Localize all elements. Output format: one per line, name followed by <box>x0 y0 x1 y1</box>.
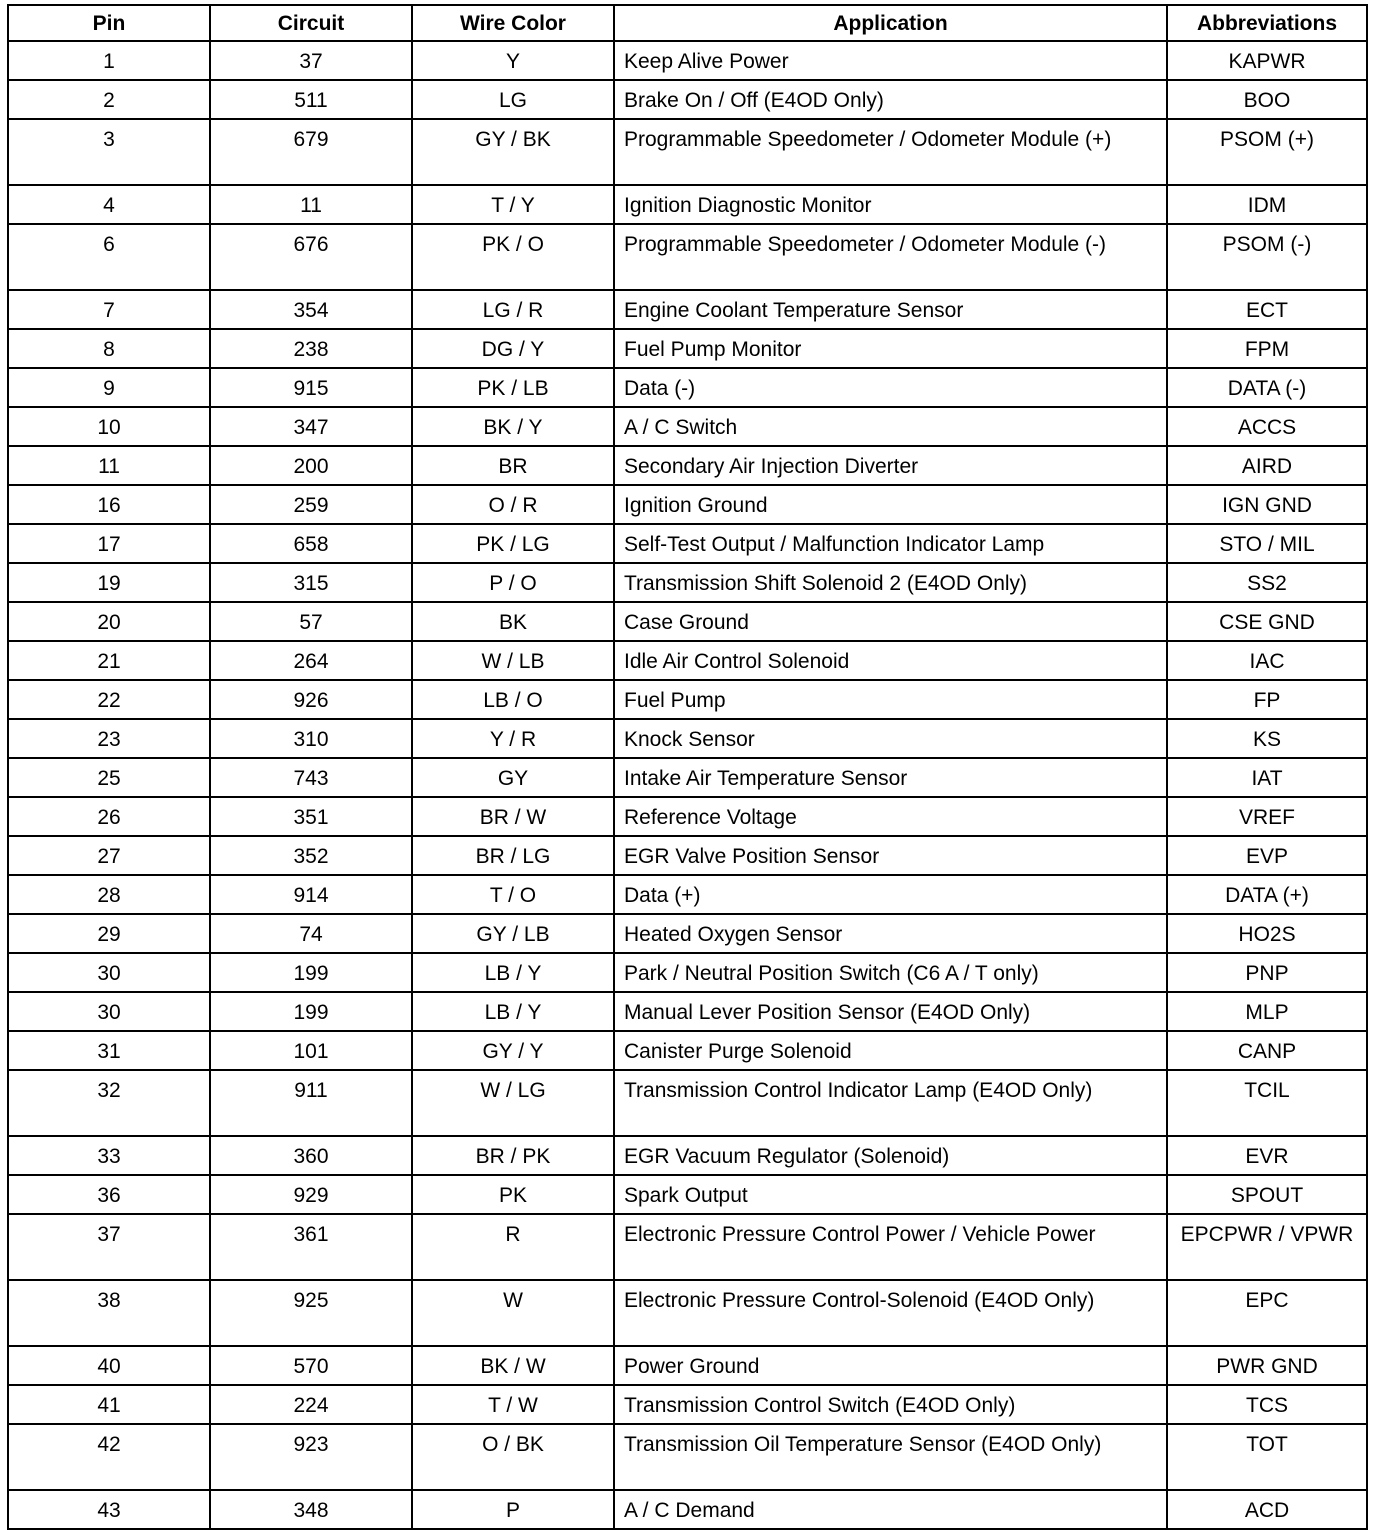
cell-abbreviation: IGN GND <box>1167 485 1367 524</box>
cell-abbreviation: PNP <box>1167 953 1367 992</box>
cell-wire-color: LG <box>412 80 614 119</box>
cell-application: Reference Voltage <box>614 797 1167 836</box>
cell-application: Data (+) <box>614 875 1167 914</box>
table-row <box>8 875 1367 914</box>
cell-abbreviation: EPCPWR / VPWR <box>1167 1214 1367 1280</box>
cell-abbreviation: EPC <box>1167 1280 1367 1346</box>
cell-circuit: 351 <box>210 797 412 836</box>
cell-wire-color: PK <box>412 1175 614 1214</box>
cell-pin: 3 <box>8 119 210 185</box>
cell-application: Transmission Control Indicator Lamp (E4OD Only) <box>614 1070 1167 1136</box>
cell-application: Engine Coolant Temperature Sensor <box>614 290 1167 329</box>
cell-application: Secondary Air Injection Diverter <box>614 446 1167 485</box>
header-wire-color: Wire Color <box>412 5 614 41</box>
table-row <box>8 329 1367 368</box>
cell-abbreviation: SPOUT <box>1167 1175 1367 1214</box>
table-row <box>8 1346 1367 1385</box>
cell-abbreviation: TOT <box>1167 1424 1367 1490</box>
cell-pin: 26 <box>8 797 210 836</box>
cell-application: Electronic Pressure Control-Solenoid (E4OD Only) <box>614 1280 1167 1346</box>
cell-application: Knock Sensor <box>614 719 1167 758</box>
cell-circuit: 11 <box>210 185 412 224</box>
cell-abbreviation: STO / MIL <box>1167 524 1367 563</box>
cell-wire-color: GY / BK <box>412 119 614 185</box>
cell-abbreviation: DATA (-) <box>1167 368 1367 407</box>
cell-pin: 22 <box>8 680 210 719</box>
cell-application: Case Ground <box>614 602 1167 641</box>
cell-application: Fuel Pump <box>614 680 1167 719</box>
cell-circuit: 679 <box>210 119 412 185</box>
cell-pin: 11 <box>8 446 210 485</box>
cell-abbreviation: TCIL <box>1167 1070 1367 1136</box>
cell-abbreviation: ACCS <box>1167 407 1367 446</box>
cell-abbreviation: FPM <box>1167 329 1367 368</box>
cell-wire-color: BR / W <box>412 797 614 836</box>
cell-wire-color: BK <box>412 602 614 641</box>
cell-application: Power Ground <box>614 1346 1167 1385</box>
cell-application: Manual Lever Position Sensor (E4OD Only) <box>614 992 1167 1031</box>
cell-wire-color: BR / PK <box>412 1136 614 1175</box>
cell-wire-color: P <box>412 1490 614 1529</box>
cell-pin: 16 <box>8 485 210 524</box>
cell-abbreviation: IAC <box>1167 641 1367 680</box>
cell-abbreviation: VREF <box>1167 797 1367 836</box>
cell-application: Intake Air Temperature Sensor <box>614 758 1167 797</box>
cell-abbreviation: TCS <box>1167 1385 1367 1424</box>
table-row <box>8 224 1367 290</box>
cell-abbreviation: KS <box>1167 719 1367 758</box>
cell-wire-color: LB / O <box>412 680 614 719</box>
cell-circuit: 658 <box>210 524 412 563</box>
cell-application: A / C Demand <box>614 1490 1167 1529</box>
cell-circuit: 926 <box>210 680 412 719</box>
table-row <box>8 836 1367 875</box>
cell-application: Brake On / Off (E4OD Only) <box>614 80 1167 119</box>
cell-abbreviation: EVP <box>1167 836 1367 875</box>
cell-circuit: 352 <box>210 836 412 875</box>
cell-application: EGR Vacuum Regulator (Solenoid) <box>614 1136 1167 1175</box>
cell-wire-color: W / LG <box>412 1070 614 1136</box>
cell-wire-color: PK / LB <box>412 368 614 407</box>
cell-circuit: 511 <box>210 80 412 119</box>
cell-circuit: 929 <box>210 1175 412 1214</box>
cell-pin: 33 <box>8 1136 210 1175</box>
cell-pin: 38 <box>8 1280 210 1346</box>
table-row <box>8 524 1367 563</box>
cell-circuit: 925 <box>210 1280 412 1346</box>
cell-wire-color: GY <box>412 758 614 797</box>
cell-circuit: 676 <box>210 224 412 290</box>
cell-abbreviation: AIRD <box>1167 446 1367 485</box>
table-row <box>8 446 1367 485</box>
table-row <box>8 407 1367 446</box>
cell-pin: 30 <box>8 992 210 1031</box>
cell-wire-color: T / W <box>412 1385 614 1424</box>
cell-wire-color: R <box>412 1214 614 1280</box>
cell-pin: 36 <box>8 1175 210 1214</box>
table-row <box>8 641 1367 680</box>
cell-wire-color: Y / R <box>412 719 614 758</box>
header-pin: Pin <box>8 5 210 41</box>
cell-pin: 23 <box>8 719 210 758</box>
cell-wire-color: BR <box>412 446 614 485</box>
cell-circuit: 348 <box>210 1490 412 1529</box>
cell-abbreviation: IDM <box>1167 185 1367 224</box>
cell-pin: 9 <box>8 368 210 407</box>
cell-pin: 42 <box>8 1424 210 1490</box>
cell-pin: 17 <box>8 524 210 563</box>
cell-abbreviation: MLP <box>1167 992 1367 1031</box>
cell-abbreviation: PSOM (+) <box>1167 119 1367 185</box>
cell-circuit: 200 <box>210 446 412 485</box>
table-row <box>8 185 1367 224</box>
cell-abbreviation: BOO <box>1167 80 1367 119</box>
table-row <box>8 485 1367 524</box>
cell-application: A / C Switch <box>614 407 1167 446</box>
cell-pin: 28 <box>8 875 210 914</box>
cell-pin: 1 <box>8 41 210 80</box>
cell-pin: 30 <box>8 953 210 992</box>
cell-wire-color: DG / Y <box>412 329 614 368</box>
cell-wire-color: PK / O <box>412 224 614 290</box>
cell-pin: 43 <box>8 1490 210 1529</box>
cell-application: Programmable Speedometer / Odometer Module (+) <box>614 119 1167 185</box>
cell-application: Transmission Shift Solenoid 2 (E4OD Only) <box>614 563 1167 602</box>
cell-circuit: 360 <box>210 1136 412 1175</box>
table-row <box>8 41 1367 80</box>
cell-application: Ignition Diagnostic Monitor <box>614 185 1167 224</box>
cell-circuit: 923 <box>210 1424 412 1490</box>
cell-pin: 20 <box>8 602 210 641</box>
cell-wire-color: T / O <box>412 875 614 914</box>
table-row <box>8 1280 1367 1346</box>
cell-wire-color: LB / Y <box>412 953 614 992</box>
cell-application: Ignition Ground <box>614 485 1167 524</box>
cell-pin: 2 <box>8 80 210 119</box>
cell-wire-color: GY / LB <box>412 914 614 953</box>
table-row <box>8 563 1367 602</box>
cell-circuit: 915 <box>210 368 412 407</box>
cell-pin: 32 <box>8 1070 210 1136</box>
cell-pin: 40 <box>8 1346 210 1385</box>
cell-wire-color: LG / R <box>412 290 614 329</box>
cell-application: Electronic Pressure Control Power / Vehicle Power <box>614 1214 1167 1280</box>
cell-circuit: 347 <box>210 407 412 446</box>
header-application: Application <box>614 5 1167 41</box>
cell-abbreviation: DATA (+) <box>1167 875 1367 914</box>
cell-wire-color: Y <box>412 41 614 80</box>
cell-abbreviation: PSOM (-) <box>1167 224 1367 290</box>
table-row <box>8 80 1367 119</box>
cell-pin: 7 <box>8 290 210 329</box>
cell-wire-color: P / O <box>412 563 614 602</box>
table-row <box>8 1031 1367 1070</box>
cell-abbreviation: PWR GND <box>1167 1346 1367 1385</box>
table-row <box>8 797 1367 836</box>
cell-pin: 37 <box>8 1214 210 1280</box>
cell-circuit: 101 <box>210 1031 412 1070</box>
cell-application: Keep Alive Power <box>614 41 1167 80</box>
cell-application: Canister Purge Solenoid <box>614 1031 1167 1070</box>
cell-pin: 27 <box>8 836 210 875</box>
cell-abbreviation: KAPWR <box>1167 41 1367 80</box>
cell-wire-color: PK / LG <box>412 524 614 563</box>
cell-circuit: 224 <box>210 1385 412 1424</box>
cell-circuit: 361 <box>210 1214 412 1280</box>
table-row <box>8 119 1367 185</box>
cell-wire-color: BR / LG <box>412 836 614 875</box>
header-abbreviations: Abbreviations <box>1167 5 1367 41</box>
cell-pin: 19 <box>8 563 210 602</box>
table-row <box>8 1070 1367 1136</box>
cell-wire-color: O / R <box>412 485 614 524</box>
header-row <box>8 5 1367 41</box>
table-row <box>8 1490 1367 1529</box>
cell-wire-color: BK / W <box>412 1346 614 1385</box>
cell-pin: 31 <box>8 1031 210 1070</box>
cell-circuit: 238 <box>210 329 412 368</box>
cell-abbreviation: ACD <box>1167 1490 1367 1529</box>
cell-pin: 21 <box>8 641 210 680</box>
cell-application: Idle Air Control Solenoid <box>614 641 1167 680</box>
cell-circuit: 37 <box>210 41 412 80</box>
cell-circuit: 354 <box>210 290 412 329</box>
cell-application: Data (-) <box>614 368 1167 407</box>
cell-application: Transmission Oil Temperature Sensor (E4OD Only) <box>614 1424 1167 1490</box>
table-row <box>8 368 1367 407</box>
cell-pin: 41 <box>8 1385 210 1424</box>
cell-abbreviation: CSE GND <box>1167 602 1367 641</box>
cell-abbreviation: ECT <box>1167 290 1367 329</box>
table-row <box>8 758 1367 797</box>
cell-application: Self-Test Output / Malfunction Indicator Lamp <box>614 524 1167 563</box>
cell-circuit: 911 <box>210 1070 412 1136</box>
cell-circuit: 914 <box>210 875 412 914</box>
table-row <box>8 290 1367 329</box>
cell-circuit: 74 <box>210 914 412 953</box>
table-row <box>8 914 1367 953</box>
cell-application: Transmission Control Switch (E4OD Only) <box>614 1385 1167 1424</box>
cell-abbreviation: EVR <box>1167 1136 1367 1175</box>
cell-circuit: 199 <box>210 992 412 1031</box>
table-row <box>8 1385 1367 1424</box>
pinout-table-container <box>7 4 1366 1530</box>
cell-pin: 10 <box>8 407 210 446</box>
table-row <box>8 992 1367 1031</box>
cell-application: Programmable Speedometer / Odometer Module (-) <box>614 224 1167 290</box>
cell-circuit: 199 <box>210 953 412 992</box>
cell-circuit: 264 <box>210 641 412 680</box>
cell-circuit: 315 <box>210 563 412 602</box>
cell-wire-color: GY / Y <box>412 1031 614 1070</box>
table-row <box>8 1424 1367 1490</box>
cell-circuit: 743 <box>210 758 412 797</box>
cell-pin: 4 <box>8 185 210 224</box>
cell-abbreviation: IAT <box>1167 758 1367 797</box>
cell-wire-color: LB / Y <box>412 992 614 1031</box>
cell-wire-color: W <box>412 1280 614 1346</box>
cell-pin: 25 <box>8 758 210 797</box>
table-row <box>8 602 1367 641</box>
cell-circuit: 310 <box>210 719 412 758</box>
table-row <box>8 1136 1367 1175</box>
header-circuit: Circuit <box>210 5 412 41</box>
cell-abbreviation: SS2 <box>1167 563 1367 602</box>
cell-application: EGR Valve Position Sensor <box>614 836 1167 875</box>
table-row <box>8 680 1367 719</box>
table-row <box>8 719 1367 758</box>
table-row <box>8 1175 1367 1214</box>
cell-application: Heated Oxygen Sensor <box>614 914 1167 953</box>
cell-pin: 29 <box>8 914 210 953</box>
cell-wire-color: W / LB <box>412 641 614 680</box>
cell-pin: 6 <box>8 224 210 290</box>
cell-circuit: 259 <box>210 485 412 524</box>
cell-abbreviation: HO2S <box>1167 914 1367 953</box>
table-row <box>8 953 1367 992</box>
cell-application: Spark Output <box>614 1175 1167 1214</box>
cell-wire-color: T / Y <box>412 185 614 224</box>
cell-circuit: 570 <box>210 1346 412 1385</box>
cell-pin: 8 <box>8 329 210 368</box>
cell-wire-color: O / BK <box>412 1424 614 1490</box>
cell-abbreviation: FP <box>1167 680 1367 719</box>
cell-wire-color: BK / Y <box>412 407 614 446</box>
cell-application: Fuel Pump Monitor <box>614 329 1167 368</box>
table-row <box>8 1214 1367 1280</box>
cell-application: Park / Neutral Position Switch (C6 A / T only) <box>614 953 1167 992</box>
pinout-table <box>7 4 1368 1530</box>
cell-circuit: 57 <box>210 602 412 641</box>
cell-abbreviation: CANP <box>1167 1031 1367 1070</box>
